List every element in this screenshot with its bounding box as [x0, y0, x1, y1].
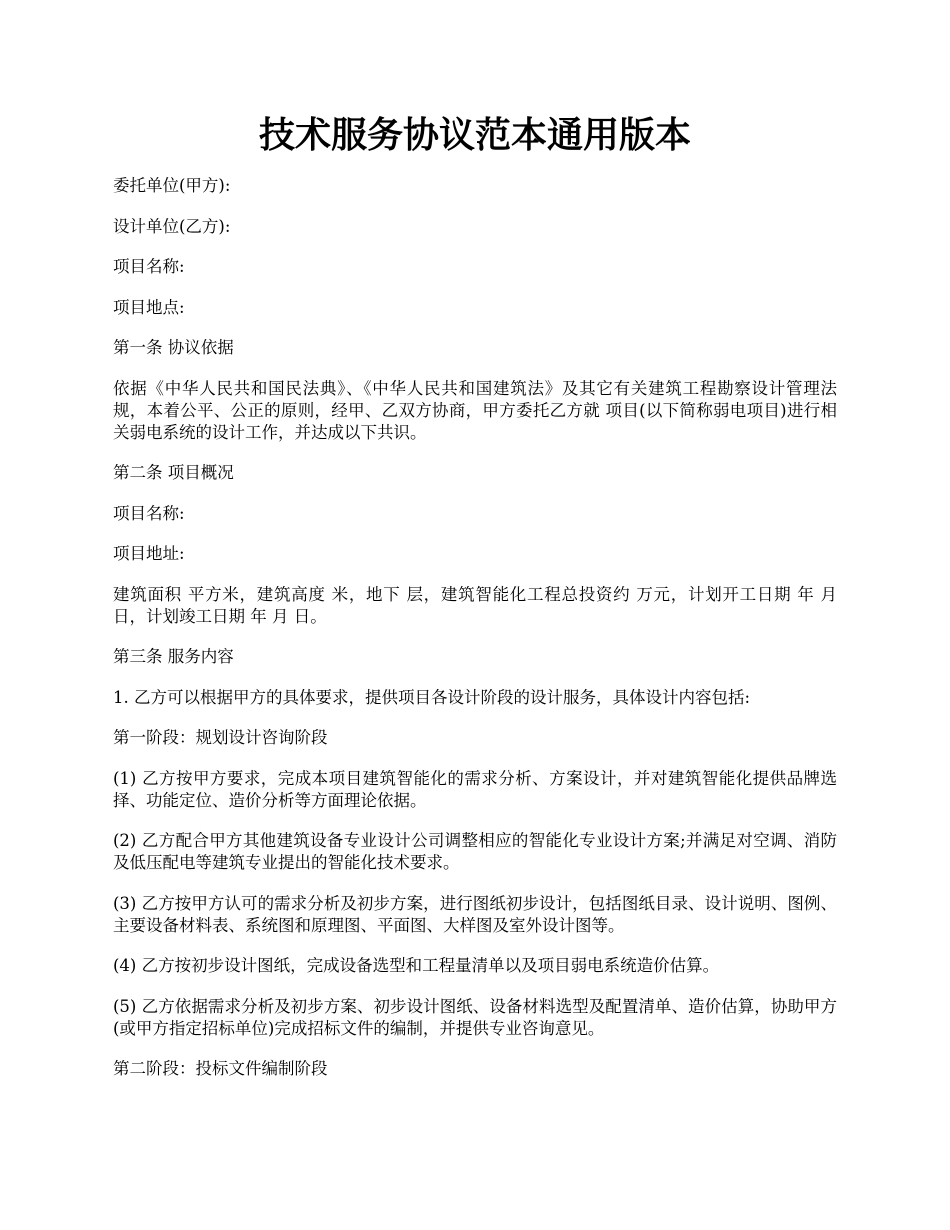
- document-title: 技术服务协议范本通用版本: [258, 115, 691, 156]
- stage-1-item-2: (2) 乙方配合甲方其他建筑设备专业设计公司调整相应的智能化专业设计方案;并满足对空调、消防及低压配电等建筑专业提出的智能化技术要求。: [113, 831, 837, 872]
- article-1-heading: 第一条 协议依据: [113, 338, 234, 357]
- article-2-project-address: 项目地址:: [113, 544, 185, 563]
- stage-1-item-5: (5) 乙方依据需求分析及初步方案、初步设计图纸、设备材料选型及配置清单、造价估算，协助甲方(或甲方指定招标单位)完成招标文件的编制，并提供专业咨询意见。: [113, 996, 837, 1038]
- stage-1-item-1: (1) 乙方按甲方要求，完成本项目建筑智能化的需求分析、方案设计，并对建筑智能化提供品牌选择、功能定位、造价分析等方面理论依据。: [113, 768, 837, 810]
- article-3-item-1: 1. 乙方可以根据甲方的具体要求，提供项目各设计阶段的设计服务，具体设计内容包括:: [113, 687, 751, 707]
- article-1-text: 依据《中华人民共和国民法典》、《中华人民共和国建筑法》及其它有关建筑工程勘察设计管理法规，本着公平、公正的原则，经甲、乙双方协商，甲方委托乙方就 项目(以下简称弱电项目)进行相关弱电系统的设计工作，并达成以下共识。: [113, 378, 837, 442]
- document-body: [113, 175, 837, 1099]
- stage-2-heading: 第二阶段：投标文件编制阶段: [113, 1059, 328, 1078]
- party-b-line: 设计单位(乙方):: [113, 216, 231, 236]
- article-2-building-info: 建筑面积 平方米，建筑高度 米，地下 层，建筑智能化工程总投资约 万元，计划开工日期 年 月 日，计划竣工日期 年 月 日。: [113, 584, 837, 626]
- stage-1-item-3: (3) 乙方按甲方认可的需求分析及初步方案，进行图纸初步设计，包括图纸目录、设计说明、图例、主要设备材料表、系统图和原理图、平面图、大样图及室外设计图等。: [113, 893, 837, 935]
- article-2-heading: 第二条 项目概况: [113, 463, 234, 482]
- stage-1-item-4: (4) 乙方按初步设计图纸，完成设备选型和工程量清单以及项目弱电系统造价估算。: [113, 956, 720, 975]
- project-location-line: 项目地点:: [113, 297, 185, 317]
- project-name-line: 项目名称:: [113, 257, 185, 276]
- party-a-line: 委托单位(甲方):: [113, 176, 231, 195]
- article-2-project-name: 项目名称:: [113, 503, 185, 523]
- article-3-heading: 第三条 服务内容: [113, 647, 234, 666]
- stage-1-heading: 第一阶段：规划设计咨询阶段: [113, 728, 328, 747]
